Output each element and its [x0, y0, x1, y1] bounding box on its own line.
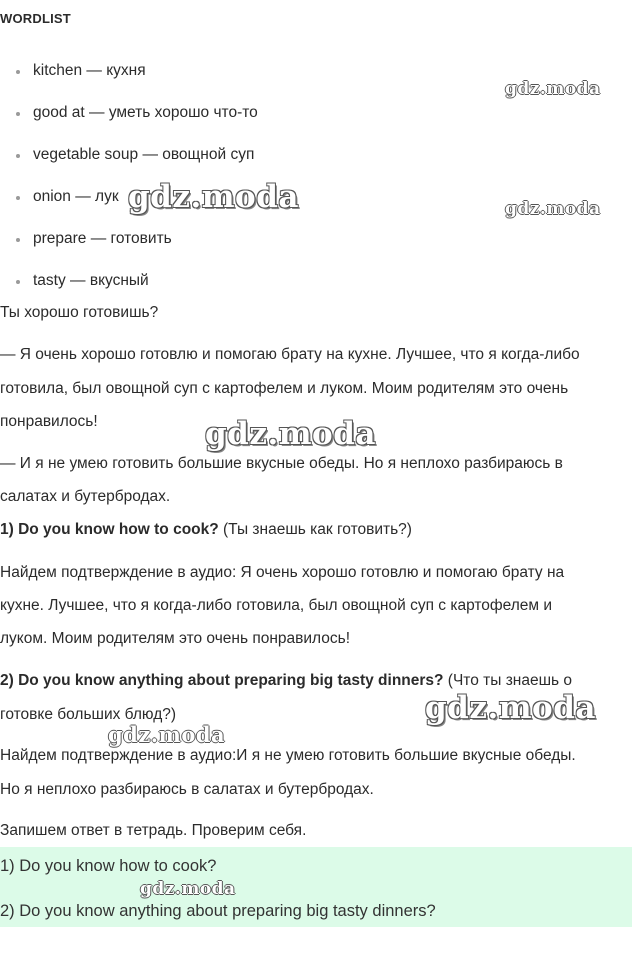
question-2-translation-cont: готовке больших блюд?) — [0, 706, 177, 723]
q1-proof-line: Найдем подтверждение в аудио: Я очень хорошо готовлю и помогаю брату на — [0, 564, 565, 581]
watermark-logo: gdz.moda — [205, 416, 376, 452]
wordlist-item: vegetable soup — овощной суп — [33, 146, 255, 163]
dialog-line: салатах и бутербродах. — [0, 488, 171, 505]
wordlist-title: WORDLIST — [0, 11, 71, 26]
wordlist-item: prepare — готовить — [33, 230, 172, 247]
check-text: Запишем ответ в тетрадь. Проверим себя. — [0, 822, 307, 839]
question-1 — [0, 521, 412, 539]
dialog-line: — Я очень хорошо готовлю и помогаю брату на кухне. Лучшее, что я когда-либо — [0, 346, 580, 363]
question-2 — [0, 672, 572, 690]
watermark-logo: gdz.moda — [505, 79, 601, 99]
dialog-line: понравилось! — [0, 413, 98, 430]
bullet — [16, 196, 20, 200]
bullet — [16, 154, 20, 158]
bullet — [16, 280, 20, 284]
watermark-logo: gdz.moda — [140, 879, 236, 899]
q1-proof-line: кухне. Лучшее, что я когда-либо готовила, был овощной суп с картофелем и — [0, 597, 553, 614]
bullet — [16, 112, 20, 116]
question-2-translation: (Что ты знаешь о — [443, 672, 573, 689]
q2-proof-line: Найдем подтверждение в аудио:И я не умею готовить большие вкусные обеды. — [0, 747, 576, 764]
dialog-line: готовила, был овощной суп с картофелем и луком. Моим родителям это очень — [0, 380, 569, 397]
watermark-logo: gdz.moda — [505, 199, 601, 219]
question-1-en: 1) Do you know how to cook? — [0, 521, 219, 538]
wordlist-item: tasty — вкусный — [33, 272, 149, 289]
answer-line: 1) Do you know how to cook? — [0, 857, 217, 875]
dialog-line: — И я не умею готовить большие вкусные обеды. Но я неплохо разбираюсь в — [0, 455, 563, 472]
wordlist-item: good at — уметь хорошо что-то — [33, 104, 258, 121]
wordlist-item: onion — лук — [33, 188, 119, 205]
q2-proof-line: Но я неплохо разбираюсь в салатах и бутербродах. — [0, 781, 374, 798]
watermark-logo: gdz.moda — [425, 690, 596, 726]
watermark-logo: gdz.moda — [108, 722, 226, 747]
question-1-translation: (Ты знаешь как готовить?) — [218, 521, 412, 538]
watermark-logo: gdz.moda — [128, 179, 299, 215]
wordlist-item: kitchen — кухня — [33, 62, 146, 79]
bullet — [16, 238, 20, 242]
bullet — [16, 70, 20, 74]
answer-line: 2) Do you know anything about preparing big tasty dinners? — [0, 902, 436, 920]
question-2-en: 2) Do you know anything about preparing big tasty dinners? — [0, 672, 444, 689]
q1-proof-line: луком. Моим родителям это очень понравилось! — [0, 630, 351, 647]
intro-question: Ты хорошо готовишь? — [0, 304, 159, 321]
